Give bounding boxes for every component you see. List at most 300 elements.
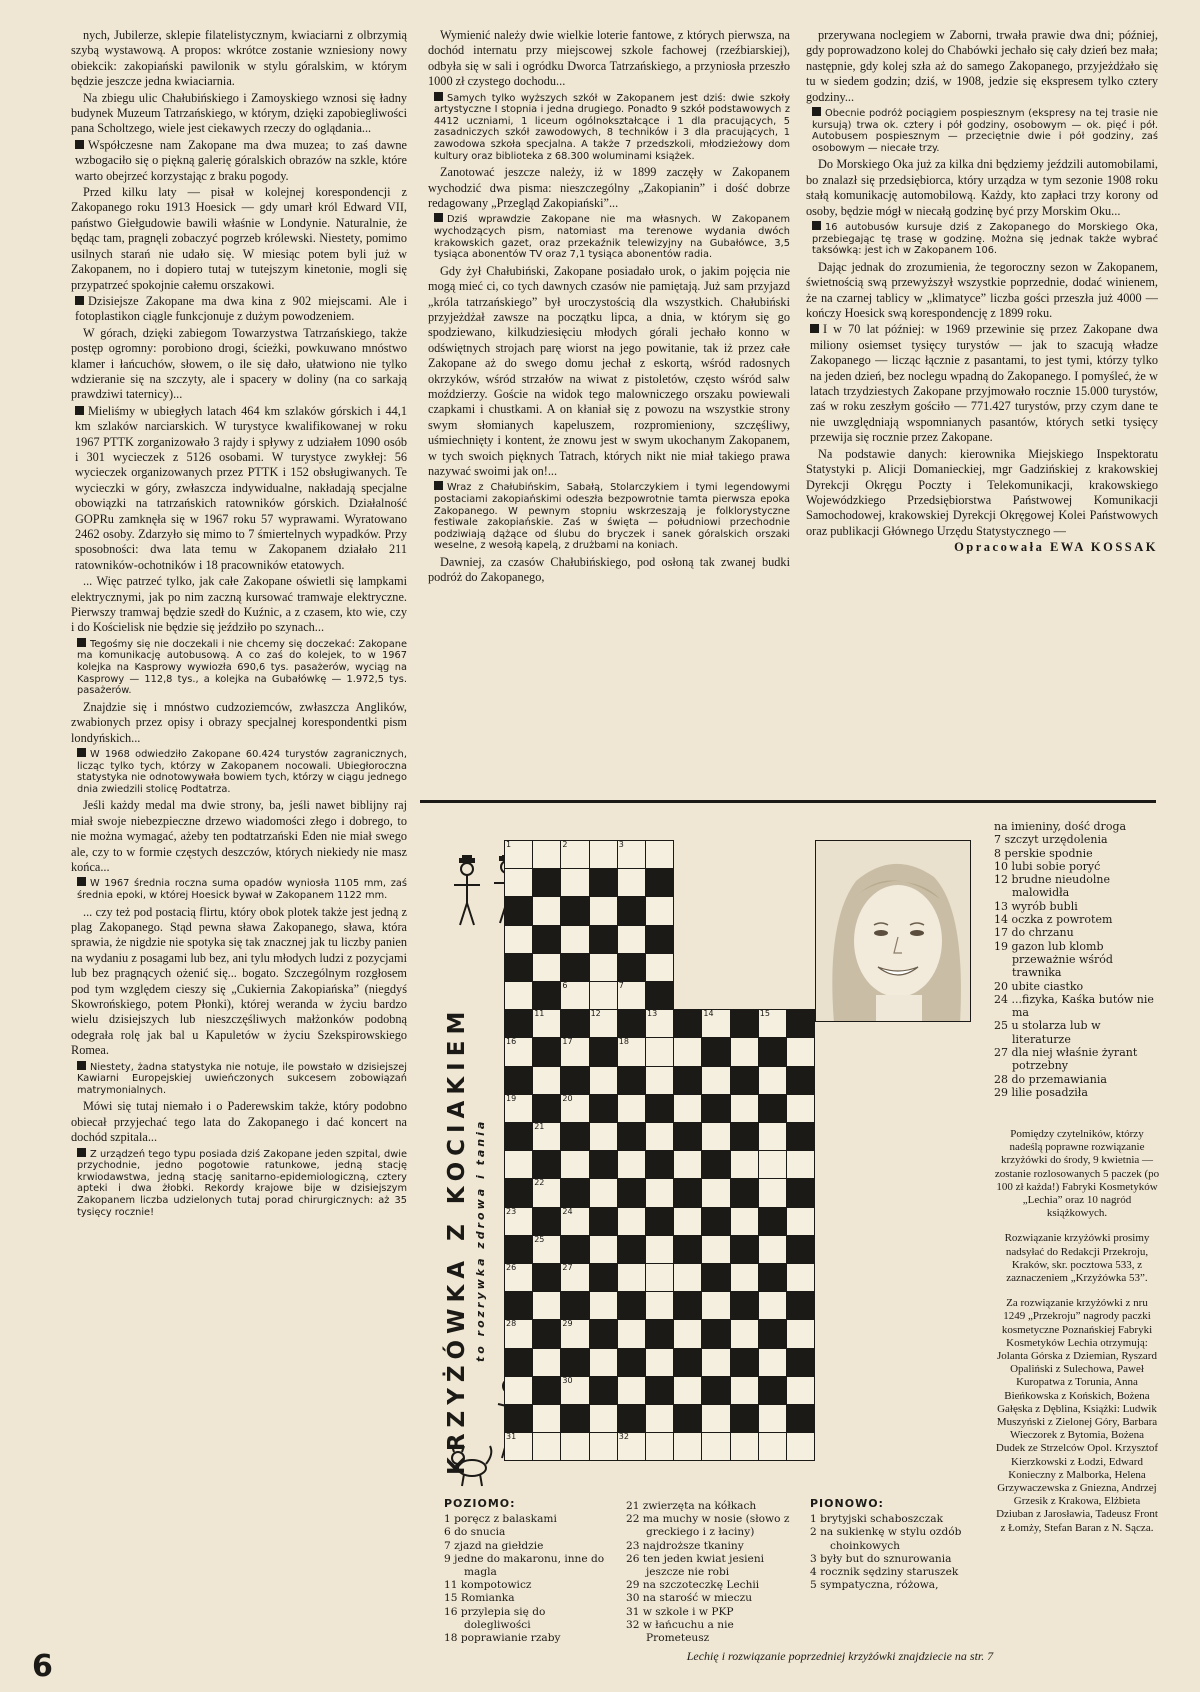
grid-cell[interactable] <box>758 1235 787 1264</box>
grid-cell-black <box>786 1404 815 1433</box>
grid-cell-black <box>673 1235 702 1264</box>
grid-cell-black <box>589 1150 618 1179</box>
cell-number: 11 <box>534 1009 545 1019</box>
grid-cell[interactable] <box>701 1432 730 1461</box>
paragraph: ... czy też pod postacią flirtu, który obok plotek także jest jedną z plag Zakopanego. Stąd pewna sława Zakopanego, sława, która sprawia, że nigdzie nie spotyka się tak znacznej jak tu liczby panien na wydaniu z posagami lub bez, ani tylu młodych ludzi z pozycjami lub bez pragnących ożenić się... bogato. Szczególnym rozgłosem pod tym względem cieszy się „Cukiernia Zakopiańska” (niegdyś Skowrońskiego, potem Płonki), której weranda w życiu bardzo wielu dzisiejszych lub nieszczęśliwych małżonków podobną odegrała rolę jak bal u Kapuletów w życiu Szekspirowskiego Romea. <box>71 904 407 1058</box>
grid-cell[interactable] <box>645 896 674 925</box>
grid-cell[interactable] <box>673 1376 702 1405</box>
cell-number: 15 <box>759 1009 770 1019</box>
cell-number: 22 <box>534 1178 545 1188</box>
down-heading: PIONOWO: <box>810 1497 884 1510</box>
grid-cell-black <box>589 1376 618 1405</box>
paragraph: Wymienić należy dwie wielkie loterie fantowe, z których pierwsza, na dochód internatu przy miejscowej szkole fachowej (rzeźbiarskiej), odbyła się w sali i ogródku Dworca Tatrzańskiego, a przyniosła przeszło 1000 zł czystego dochodu... <box>428 28 790 89</box>
grid-cell-black <box>786 1235 815 1264</box>
grid-cell-black <box>701 1319 730 1348</box>
grid-cell-black <box>645 925 674 954</box>
paragraph: Na podstawie danych: kierownika Miejskiego Inspektoratu Statystyki p. Alicji Domanieckiej, mgr Gadzińskiej z krakowskiej Dyrekcji Okręgu Poczty i Telekomunikacji, krakowskiego Wojewódzkiego Przedsiębiorstwa Państwowej Komunikacji Samochodowej, krakowskiej Dyrekcji Okręgowej Kolei Państwowych oraz publikacji Głównego Urzędu Statystycznego — <box>806 446 1158 538</box>
grid-cell[interactable] <box>560 1319 589 1348</box>
clue-down: 12 brudne nieudolne malowidła <box>994 873 1110 900</box>
cell-number: 18 <box>618 1037 629 1047</box>
paragraph: Mówi się tutaj niemało i o Paderewskim także, który podobno obiecał przyjechać tego lata do Zakopanego i dać koncert na dochód szpitala... <box>71 1099 407 1145</box>
grid-cell-black <box>589 868 618 897</box>
clue-across: 32 w łańcuchu a nie Prometeusz <box>626 1618 734 1645</box>
clue-down: 10 lubi sobie poryć <box>994 859 1101 873</box>
grid-cell[interactable] <box>589 1291 618 1320</box>
author-signature: Opracowała EWA KOSSAK <box>954 540 1158 555</box>
grid-cell[interactable] <box>645 1263 674 1292</box>
grid-cell[interactable] <box>617 1432 646 1461</box>
bullet-square-icon <box>75 296 84 305</box>
clues-down <box>810 1497 980 1592</box>
grid-cell-black <box>532 1319 561 1348</box>
grid-cell-black <box>532 1037 561 1066</box>
grid-cell-black <box>560 1178 589 1207</box>
grid-cell[interactable] <box>504 1037 533 1066</box>
grid-cell[interactable] <box>673 1037 702 1066</box>
grid-cell-black <box>560 1122 589 1151</box>
cell-number: 20 <box>562 1093 573 1103</box>
cell-number: 24 <box>562 1206 573 1216</box>
clue-down: 29 lilie posadziła <box>994 1085 1088 1099</box>
grid-cell[interactable] <box>589 1122 618 1151</box>
grid-cell[interactable] <box>504 925 533 954</box>
clue-down: 7 szczyt urzędolenia <box>994 833 1108 847</box>
cell-number: 27 <box>562 1263 573 1272</box>
clues-across-2 <box>626 1500 796 1645</box>
grid-cell[interactable] <box>504 840 533 869</box>
grid-cell[interactable] <box>786 1376 815 1405</box>
grid-cell-black <box>504 953 533 982</box>
grid-cell[interactable] <box>758 1432 787 1461</box>
grid-cell-black <box>504 1404 533 1433</box>
cell-number: 19 <box>506 1093 517 1103</box>
grid-cell-black <box>617 1009 646 1038</box>
grid-cell-black <box>701 1094 730 1123</box>
grid-cell[interactable] <box>786 1263 815 1292</box>
paragraph: przerywana noclegiem w Zaborni, trwała prawie dwa dni; później, gdy poprowadzono kolej do Chabówki jechało się cały dzień bez mała; następnie, gdy kolej szła aż do samego Zakopanego, przyjeżdżało się tu w siedem godzin; dziś, w 1908, jedzie się ekspresem tylko cztery godziny... <box>806 28 1158 104</box>
grid-cell[interactable] <box>504 1150 533 1179</box>
cell-number: 14 <box>703 1009 714 1019</box>
grid-cell[interactable] <box>532 1291 561 1320</box>
grid-cell-black <box>504 896 533 925</box>
grid-cell[interactable] <box>560 840 589 869</box>
grid-cell[interactable] <box>617 1094 646 1123</box>
grid-cell[interactable] <box>560 1376 589 1405</box>
grid-cell[interactable] <box>560 1207 589 1236</box>
paragraph-marked: I w 70 lat później: w 1969 przewinie się przez Zakopane dwa miliony osiemset tysięcy turystów — jak to szacują władze Zakopanego — licząc łącznie z pasantami, to jest tymi, którzy tylko na jeden dzień, bez noclegu wpadną do Zakopanego. I pomyśleć, że w latach trzydziestych Zakopane przyjmowało rocznie 15.000 turystów, zaś w roku zeszłym gościło — 771.427 turystów, przy czym dane te nie uwzględniają wspomnianych pasantów, których setki tysięcy przewija się rocznie przez Zakopane. <box>810 322 1158 445</box>
clue-across: 31 w szkole i w PKP <box>626 1605 734 1618</box>
grid-cell[interactable] <box>589 1009 618 1038</box>
grid-cell[interactable] <box>645 1066 674 1095</box>
bullet-square-icon <box>434 481 443 490</box>
grid-cell[interactable] <box>673 1207 702 1236</box>
paragraph-marked: Mieliśmy w ubiegłych latach 464 km szlaków górskich i 44,1 km szlaków narciarskich. W turystyce kwalifikowanej w roku 1967 PTTK zorganizowało 3 rajdy i spływy z udziałem 1090 osób i 301 wycieczek z 5126 osobami. W turystyce zwykłej: 56 wycieczek organizowanych przez PTTK i 152 obsługiwanych. Te wycieczki w góry, zwłaszcza indywidualne, nakładają specjalne obowiązki na tatrzańskich ratowników górskich. Działalność GOPRu zamknęła się w 1967 roku 57 wyprawami. Wyratowano 2462 osoby. Zdarzyło się mimo to 7 śmiertelnych wypadków. Przy sposobności: dwa lata temu w Zakopanem działało 211 ratowników-ochotników i 18 pracowników etatowych. <box>75 403 407 572</box>
grid-cell-black <box>589 1094 618 1123</box>
grid-cell[interactable] <box>504 1094 533 1123</box>
grid-cell[interactable] <box>532 896 561 925</box>
grid-cell-black <box>645 981 674 1010</box>
grid-cell-black <box>758 1037 787 1066</box>
grid-cell[interactable] <box>758 1009 787 1038</box>
grid-cell-black <box>560 1009 589 1038</box>
grid-cell[interactable] <box>532 1122 561 1151</box>
grid-cell-black <box>560 1066 589 1095</box>
clue-down: na imieniny, dość droga <box>994 820 1127 833</box>
grid-cell[interactable] <box>589 840 618 869</box>
grid-cell[interactable] <box>645 953 674 982</box>
grid-cell-black <box>532 1263 561 1292</box>
grid-cell[interactable] <box>701 1348 730 1377</box>
clue-across: 23 najdroższe tkaniny <box>626 1539 744 1552</box>
grid-cell[interactable] <box>617 1150 646 1179</box>
grid-cell[interactable] <box>786 1094 815 1123</box>
bullet-square-icon <box>812 107 821 116</box>
crossword-subtitle: to rozrywka zdrowa i tania <box>474 1118 487 1362</box>
section-divider <box>420 800 1156 803</box>
statistics-note: Samych tylko wyższych szkół w Zakopanem jest dziś: dwie szkoły artystyczne I stopnia i jedna drugiego. Ponadto 9 szkół podstawowych z 4412 uczniami, 1 liceum ogólnokształcące i 1 dla pracujących, 5 zasadniczych szkół zawodowych, 8 techników i 3 dla pracujących, 1 zawodowa szkoła specjalna. A także 7 przedszkoli, młodzieżowy dom kultury oraz biblioteka z 68.300 woluminami książek. <box>434 92 790 162</box>
crossword-clues-right <box>994 820 1160 1099</box>
statistics-note: W 1967 średnia roczna suma opadów wyniosła 1105 mm, zaś średnia epoki, w której Hoesick bywał w Zakopanem 1122 mm. <box>77 878 407 902</box>
grid-cell[interactable] <box>645 1404 674 1433</box>
grid-cell[interactable] <box>589 1432 618 1461</box>
grid-cell[interactable] <box>560 1150 589 1179</box>
bullet-square-icon <box>75 406 84 415</box>
grid-cell[interactable] <box>617 925 646 954</box>
grid-cell[interactable] <box>701 1009 730 1038</box>
grid-cell[interactable] <box>560 1094 589 1123</box>
grid-cell-black <box>730 1066 759 1095</box>
grid-cell[interactable] <box>701 1235 730 1264</box>
grid-cell-black <box>645 1150 674 1179</box>
clue-across: 11 kompotowicz <box>444 1579 532 1592</box>
grid-cell-black <box>730 1178 759 1207</box>
grid-cell[interactable] <box>589 953 618 982</box>
paragraph-marked: Dzisiejsze Zakopane ma dwa kina z 902 miejscami. Ale i fotoplastikon ciągle funkcjonuje z dużym powodzeniem. <box>75 293 407 324</box>
paragraph: Dawniej, za czasów Chałubińskiego, pod osłoną tak zwanej budki podróż do Zakopanego, <box>428 555 790 585</box>
grid-cell[interactable] <box>701 1404 730 1433</box>
grid-cell-black <box>758 1094 787 1123</box>
grid-cell-black <box>786 1009 815 1038</box>
grid-cell[interactable] <box>589 1178 618 1207</box>
grid-cell[interactable] <box>532 953 561 982</box>
bullet-square-icon <box>810 324 819 333</box>
bullet-square-icon <box>77 1061 86 1070</box>
grid-cell[interactable] <box>645 1432 674 1461</box>
paragraph: nych, Jubilerze, sklepie filatelistycznym, kwiaciarni z olbrzymią szybą wystawową. A propos: wkrótce zostanie wzniesiony nowy obiekcik: zakopiański pawilonik w stylu góralskim, w którym będzie jeszcze jedna kwiaciarnia. <box>71 28 407 89</box>
bullet-square-icon <box>812 221 821 230</box>
clue-down: 4 rocznik sędziny staruszek <box>810 1566 959 1579</box>
grid-cell-black <box>730 1348 759 1377</box>
grid-cell-black <box>504 1348 533 1377</box>
grid-cell[interactable] <box>673 1263 702 1292</box>
grid-cell[interactable] <box>758 1291 787 1320</box>
grid-cell[interactable] <box>504 1376 533 1405</box>
grid-cell[interactable] <box>645 1037 674 1066</box>
grid-cell-black <box>560 1348 589 1377</box>
clue-across: 16 przylepia się do dolegliwości <box>444 1605 546 1631</box>
grid-cell[interactable] <box>786 1319 815 1348</box>
footer-note: Lechię i rozwiązanie poprzedniej krzyżówki znajdziecie na str. 7 <box>686 1649 994 1663</box>
grid-cell[interactable] <box>758 1348 787 1377</box>
cell-number: 31 <box>506 1432 517 1442</box>
grid-cell[interactable] <box>532 1235 561 1264</box>
grid-cell[interactable] <box>730 1263 759 1292</box>
clue-across: 1 poręcz z balaskami <box>444 1513 557 1526</box>
grid-cell-black <box>786 1178 815 1207</box>
grid-cell[interactable] <box>730 1376 759 1405</box>
grid-cell[interactable] <box>617 840 646 869</box>
cell-number: 13 <box>647 1009 658 1019</box>
grid-cell[interactable] <box>532 840 561 869</box>
grid-cell[interactable] <box>560 1432 589 1461</box>
grid-cell[interactable] <box>645 1348 674 1377</box>
paragraph: W górach, dzięki zabiegom Towarzystwa Tatrzańskiego, także postęp ogromny: porobiono drogi, ścieżki, powkuwano mnóstwo klamer i łańcuchów, słowem, o ile się dało, ułatwiono nie tylko wdzieranie się na szczyty, ale i spacery w doliny (na co sarkają prawdziwi taternicy)... <box>71 325 407 402</box>
grid-cell[interactable] <box>758 1150 787 1179</box>
grid-cell[interactable] <box>560 1263 589 1292</box>
grid-cell-black <box>617 896 646 925</box>
paragraph: Znajdzie się i mnóstwo cudzoziemców, zwłaszcza Anglików, zwabionych przez opisy i obrazy specjalnej korespondentki pism londyńskich... <box>71 699 407 745</box>
cell-number: 21 <box>534 1122 545 1131</box>
grid-cell[interactable] <box>730 1207 759 1236</box>
grid-cell-black <box>786 1066 815 1095</box>
grid-cell[interactable] <box>617 868 646 897</box>
grid-cell[interactable] <box>617 1207 646 1236</box>
grid-cell[interactable] <box>589 981 618 1010</box>
grid-cell[interactable] <box>673 1150 702 1179</box>
cell-number: 1 <box>506 840 512 849</box>
grid-cell-black <box>645 1376 674 1405</box>
grid-cell-black <box>730 1009 759 1038</box>
cell-number: 16 <box>506 1037 517 1047</box>
article-column-3 <box>806 28 1158 788</box>
clue-down: 28 do przemawiania <box>994 1072 1107 1086</box>
cell-number: 32 <box>618 1432 629 1442</box>
grid-cell[interactable] <box>617 981 646 1010</box>
grid-cell[interactable] <box>645 1291 674 1320</box>
grid-cell-black <box>758 1319 787 1348</box>
grid-cell[interactable] <box>617 1376 646 1405</box>
grid-cell[interactable] <box>589 1066 618 1095</box>
crossword-grid[interactable] <box>504 840 815 1462</box>
clue-across: 22 ma muchy w nosie (słowo z greckiego i z łaciny) <box>626 1513 790 1539</box>
clue-down: 17 do chrzanu <box>994 926 1074 940</box>
grid-cell-black <box>730 1235 759 1264</box>
grid-cell-black <box>532 1094 561 1123</box>
clue-across: 15 Romianka <box>444 1592 515 1605</box>
grid-cell[interactable] <box>730 1319 759 1348</box>
grid-cell-black <box>617 1178 646 1207</box>
grid-cell-black <box>673 1066 702 1095</box>
grid-cell[interactable] <box>673 1432 702 1461</box>
grid-cell[interactable] <box>504 981 533 1010</box>
grid-cell[interactable] <box>617 1263 646 1292</box>
cell-number: 23 <box>506 1206 517 1216</box>
clue-down: 8 perskie spodnie <box>994 846 1093 860</box>
paragraph: Do Morskiego Oka już za kilka dni będziemy jeździli automobilami, bo znalazł się przedsiębiorca, który urządza w tym sezonie 1908 roku stałą komunikację automobilową. Każdy, kto zapłaci trzy korony od osoby, będzie mógł w niecałą godzinę być przy Morskim Oku... <box>806 157 1158 218</box>
grid-cell[interactable] <box>560 868 589 897</box>
grid-cell[interactable] <box>617 1037 646 1066</box>
bullet-square-icon <box>77 1148 86 1157</box>
statistics-note: Z urządzeń tego typu posiada dziś Zakopane jeden szpital, dwie przychodnie, jedno pogotowie ratunkowe, jedną stację krwiodawstwa, jedną stację sanitarno-epidemiologiczną, cztery apteki i dwa żłobki. Rekordy krajowe bije w dzisiejszym Zakopanem liczba udzielonych tutaj porad chirurgicznych: aż 35 tysięcy rocznie! <box>77 1148 407 1218</box>
grid-cell[interactable] <box>504 1319 533 1348</box>
grid-cell[interactable] <box>701 1066 730 1095</box>
statistics-note: W 1968 odwiedziło Zakopane 60.424 turystów zagranicznych, licząc tylko tych, którzy w Zakopanem nocowali. Ubiegłoroczna statystyka nie odnotowywała bowiem tych, którzy w ciągu jednego dnia zwiedzili stolicę Podtatrza. <box>77 749 407 795</box>
grid-cell-black <box>701 1263 730 1292</box>
clue-down: 2 na sukienkę w stylu ozdób choinkowych <box>810 1526 962 1552</box>
grid-cell[interactable] <box>504 1207 533 1236</box>
grid-cell[interactable] <box>645 1178 674 1207</box>
grid-cell[interactable] <box>730 1432 759 1461</box>
grid-cell-black <box>673 1122 702 1151</box>
statistics-note: Dziś wprawdzie Zakopane nie ma własnych. W Zakopanem wychodzących pism, natomiast ma terenowe wydania dwóch krakowskich gazet, oraz przekaźnik telewizyjny na Gubałówce, 3,5 tysiąca abonentów TV oraz 7,1 tysiąca abonentów radia. <box>434 214 790 261</box>
cell-number: 2 <box>562 840 568 849</box>
grid-cell-black <box>589 1207 618 1236</box>
grid-cell-black <box>673 1404 702 1433</box>
grid-cell-black <box>617 1404 646 1433</box>
bullet-square-icon <box>77 638 86 647</box>
grid-cell[interactable] <box>560 1037 589 1066</box>
grid-cell[interactable] <box>701 1122 730 1151</box>
clue-down: 13 wyrób bubli <box>994 899 1078 913</box>
grid-cell-black <box>504 1066 533 1095</box>
cell-number: 25 <box>534 1234 545 1244</box>
grid-cell-black <box>560 1291 589 1320</box>
paragraph: Jeśli każdy medal ma dwie strony, ba, jeśli nawet biblijny raj miał swoje niebezpieczne drzewo wiadomości złego i dobrego, to nie można wymagać, ażeby ten podtatrzański Eden nie miał swego ale, czy to w formie częstych deszczów, których niekiedy nie masz końca... <box>71 798 407 875</box>
bullet-square-icon <box>434 92 443 101</box>
contest-note-prizes: Pomiędzy czytelników, którzy nadeślą poprawne rozwiązanie krzyżówki do środy, 9 kwietnia — zostanie rozlosowanych 5 paczek (po 100 zł każda!) Fabryki Kosmetyków „Lechia” oraz 10 nagród książkowych. <box>994 1128 1160 1220</box>
grid-cell[interactable] <box>730 1150 759 1179</box>
paragraph: Przed kilku laty — pisał w kolejnej korespondencji z Zakopanego roku 1913 Hoesick — gdy umarł król Edward VII, państwo Giełgudowie bawili właśnie w Londynie. Naturalnie, że będąc tam, pragnęli zobaczyć pogrzeb królewski. Niestety, pomimo usilnych starań nie udało się. W miesiąc potem byli już w Zakopanem, no i dopiero tutaj w tutejszym kinetonie, mogli się przypatrzeć spokojnie całemu orszakowi. <box>71 185 407 292</box>
cell-number: 30 <box>562 1375 573 1385</box>
grid-cell[interactable] <box>504 1263 533 1292</box>
grid-cell[interactable] <box>645 1235 674 1264</box>
grid-cell[interactable] <box>786 1150 815 1179</box>
grid-cell-black <box>617 1348 646 1377</box>
grid-cell-black <box>758 1376 787 1405</box>
statistics-note: Wraz z Chałubińskim, Sabałą, Stolarczykiem i tymi legendowymi postaciami zakopiańskimi odeszła bezpowrotnie tamta pierwsza epoka Zakopanego. W pewnym stopniu wskrzeszają je folklorystyczne festiwale zakopiańskie. Zaś w święta — południowi przechodnie podziwiają dążące od ślubu do bryczek i sanek góralskich orszaki weselne, z wesołą kapelą, z drużbami na koniach. <box>434 482 790 552</box>
grid-cell[interactable] <box>645 840 674 869</box>
paragraph: Na zbiegu ulic Chałubińskiego i Zamoyskiego wznosi się ładny budynek Muzeum Tatrzańskiego, w którym, dzięki zapobiegliwości pana Scholtzego, wiele jest ciekawych rzeczy do oglądania... <box>71 90 407 136</box>
article-column-2 <box>428 28 790 788</box>
grid-cell-black <box>786 1348 815 1377</box>
clues-across-1 <box>444 1497 614 1645</box>
grid-cell[interactable] <box>645 1122 674 1151</box>
paragraph: Zanotować jeszcze należy, iż w 1899 zaczęły w Zakopanem wychodzić dwa pisma: nieszczególny „Zakopianin” i dość dobrze redagowany „Przegląd Zakopiański”... <box>428 165 790 210</box>
grid-cell-black <box>730 1122 759 1151</box>
paragraph-marked: Współczesne nam Zakopane ma dwa muzea; to zaś dawne wzbogaciło się o piękną galerię góralskich obrazów na szkle, które warto obejrzeć korzystając z braku pogody. <box>75 137 407 183</box>
cover-girl-photo <box>815 840 971 1022</box>
grid-cell[interactable] <box>560 981 589 1010</box>
grid-cell-black <box>673 1348 702 1377</box>
grid-cell-black <box>786 1291 815 1320</box>
cell-number: 17 <box>562 1037 573 1047</box>
grid-cell[interactable] <box>730 1094 759 1123</box>
grid-cell[interactable] <box>532 1009 561 1038</box>
grid-cell-black <box>701 1150 730 1179</box>
grid-cell-black <box>532 981 561 1010</box>
paragraph: ... Więc patrzeć tylko, jak całe Zakopane oświetli się lampkami elektrycznymi, jak po nim zaczną kursować tramwaje elektryczne. Pierwszy tramwaj będzie szedł do Kuźnic, a z czasem, kto wie, czy i do Kościelisk nie będzie się jeździło po szynach... <box>71 574 407 635</box>
grid-cell-black <box>589 925 618 954</box>
paragraph: Gdy żył Chałubiński, Zakopane posiadało urok, o jakim pojęcia nie mogą mieć ci, co tych dawnych czasów nie pamiętają. Już sam przyjazd „króla tatrzańskiego” był uroczystością dla wszystkich. Chałubiński przyjeżdżał zawsze na początku lipca, a dnia, w którym się go spodziewano, kilkudziesięciu młodych górali jechało konno w odświętnych strojach parę wiorst na jego powitanie, tak iż przez całe Zakopane aż do swego domu jechał z eskortą, wśród radosnych okrzyków, wśród strzałów na wiwat z pistoletów, często wśród salw moździerzy. Goście na widok tego malowniczego orszaku powiewali czapkami i chustkami. A on kłaniał się z powozu na wszystkie strony swym słomianych kapeluszem, rozpromieniony, szczęśliwy, uśmiechnięty i kontent, że znowu jest w swym ukochanym Zakopanem, w tych swoich pięknych Tatrach, których nikt nie miał takiego prawa nazywać swoimi jak on!... <box>428 263 790 479</box>
grid-cell[interactable] <box>589 1235 618 1264</box>
grid-cell-black <box>701 1207 730 1236</box>
grid-cell[interactable] <box>758 1122 787 1151</box>
clue-down: 24 ...fizyka, Kaśka butów nie ma <box>994 992 1154 1020</box>
grid-cell[interactable] <box>645 1009 674 1038</box>
grid-cell-black <box>504 1122 533 1151</box>
grid-cell[interactable] <box>786 1207 815 1236</box>
grid-cell-black <box>504 1235 533 1264</box>
page-number: 6 <box>32 1649 53 1684</box>
cell-number: 3 <box>618 840 624 849</box>
bullet-square-icon <box>75 140 84 149</box>
grid-cell[interactable] <box>758 1066 787 1095</box>
grid-cell-black <box>786 1122 815 1151</box>
grid-cell[interactable] <box>532 1432 561 1461</box>
grid-cell[interactable] <box>758 1178 787 1207</box>
grid-cell-black <box>560 1235 589 1264</box>
grid-cell[interactable] <box>532 1066 561 1095</box>
clue-down: 27 dla niej właśnie żyrant potrzebny <box>994 1046 1138 1073</box>
grid-cell-black <box>532 868 561 897</box>
grid-cell-black <box>560 953 589 982</box>
grid-cell[interactable] <box>786 1037 815 1066</box>
grid-cell-black <box>730 1404 759 1433</box>
grid-cell[interactable] <box>758 1404 787 1433</box>
clue-down: 20 ubite ciastko <box>994 979 1084 993</box>
grid-cell[interactable] <box>589 1404 618 1433</box>
grid-cell-black <box>645 868 674 897</box>
clue-down: 14 oczka z powrotem <box>994 913 1113 927</box>
grid-cell[interactable] <box>589 896 618 925</box>
contest-notes <box>994 1128 1160 1547</box>
grid-cell[interactable] <box>532 1178 561 1207</box>
grid-cell-black <box>617 1066 646 1095</box>
grid-cell-black <box>758 1207 787 1236</box>
grid-cell[interactable] <box>532 1348 561 1377</box>
grid-cell[interactable] <box>673 1094 702 1123</box>
clue-across: 29 na szczoteczkę Lechii <box>626 1579 760 1592</box>
grid-cell[interactable] <box>701 1178 730 1207</box>
grid-cell[interactable] <box>504 868 533 897</box>
grid-cell[interactable] <box>701 1291 730 1320</box>
clue-across: 26 ten jeden kwiat jesieni jeszcze nie robi <box>626 1552 765 1579</box>
grid-cell-black <box>758 1263 787 1292</box>
grid-cell-black <box>560 1404 589 1433</box>
contest-note-winners: Za rozwiązanie krzyżówki z nru 1249 „Przekroju” nagrody paczki kosmetyczne Poznańskiej Fabryki Kosmetyków Lechia otrzymują: Jolanta Górska z Dziemian, Ryszard Opaliński z Sulechowa, Paweł Kuropatwa z Torunia, Anna Bieńkowska z Końskich, Bożena Gałęska z Dęblina, Książki: Ludwik Muszyński z Zielonej Góry, Barbara Wieczorek z Bytomia, Bożena Dudek ze Strzelców Opol. Krzysztof Kierzkowski z Łodzi, Edward Konieczny z Malborka, Helena Grzywaczewska z Gniezna, Andrzej Grzesik z Krakowa, Elżbieta Dziuban z Jarosławia, Tadeusz Front z Łomży, Stefan Baran z N. Sącza. <box>995 1297 1159 1534</box>
clue-across: 21 zwierzęta na kółkach <box>626 1500 757 1512</box>
clue-across: 30 na starość w mieczu <box>626 1592 753 1605</box>
grid-cell[interactable] <box>730 1037 759 1066</box>
grid-cell-black <box>730 1291 759 1320</box>
grid-cell-black <box>617 1122 646 1151</box>
grid-cell[interactable] <box>504 1432 533 1461</box>
clue-across: 18 poprawianie rzaby <box>444 1632 561 1645</box>
grid-cell[interactable] <box>589 1348 618 1377</box>
grid-cell[interactable] <box>532 1404 561 1433</box>
grid-cell[interactable] <box>617 1319 646 1348</box>
paragraph: Dając jednak do zrozumienia, że tegoroczny sezon w Zakopanem, świetnością swą przewyższył wszystkie poprzednie, dodać winienem, że na czarnej tablicy w „klimatyce” liczba gości przeszła już 4000 — kończy Hoesick swą korespondencję z 1899 roku. <box>806 259 1158 321</box>
grid-cell[interactable] <box>673 1319 702 1348</box>
grid-cell[interactable] <box>560 925 589 954</box>
grid-cell-black <box>617 1235 646 1264</box>
grid-cell-black <box>504 1009 533 1038</box>
grid-cell-black <box>617 953 646 982</box>
statistics-note: Obecnie podróż pociągiem pospiesznym (ekspresy na tej trasie nie kursują) trwa ok. cztery i pół godziny, osobowym — ok. pięć i pół. Autobusem pospiesznym — przeciętnie dwie i pół godziny, zaś osobowym — niecałe trzy. <box>812 108 1158 154</box>
clue-down: 25 u stolarza lub w literaturze <box>994 1019 1101 1046</box>
grid-cell[interactable] <box>786 1432 815 1461</box>
contest-note-address: Rozwiązanie krzyżówki prosimy nadsyłać do Redakcji Przekroju, Kraków, skr. pocztowa 533, z zaznaczeniem „Krzyżówka 53”. <box>1004 1232 1150 1285</box>
